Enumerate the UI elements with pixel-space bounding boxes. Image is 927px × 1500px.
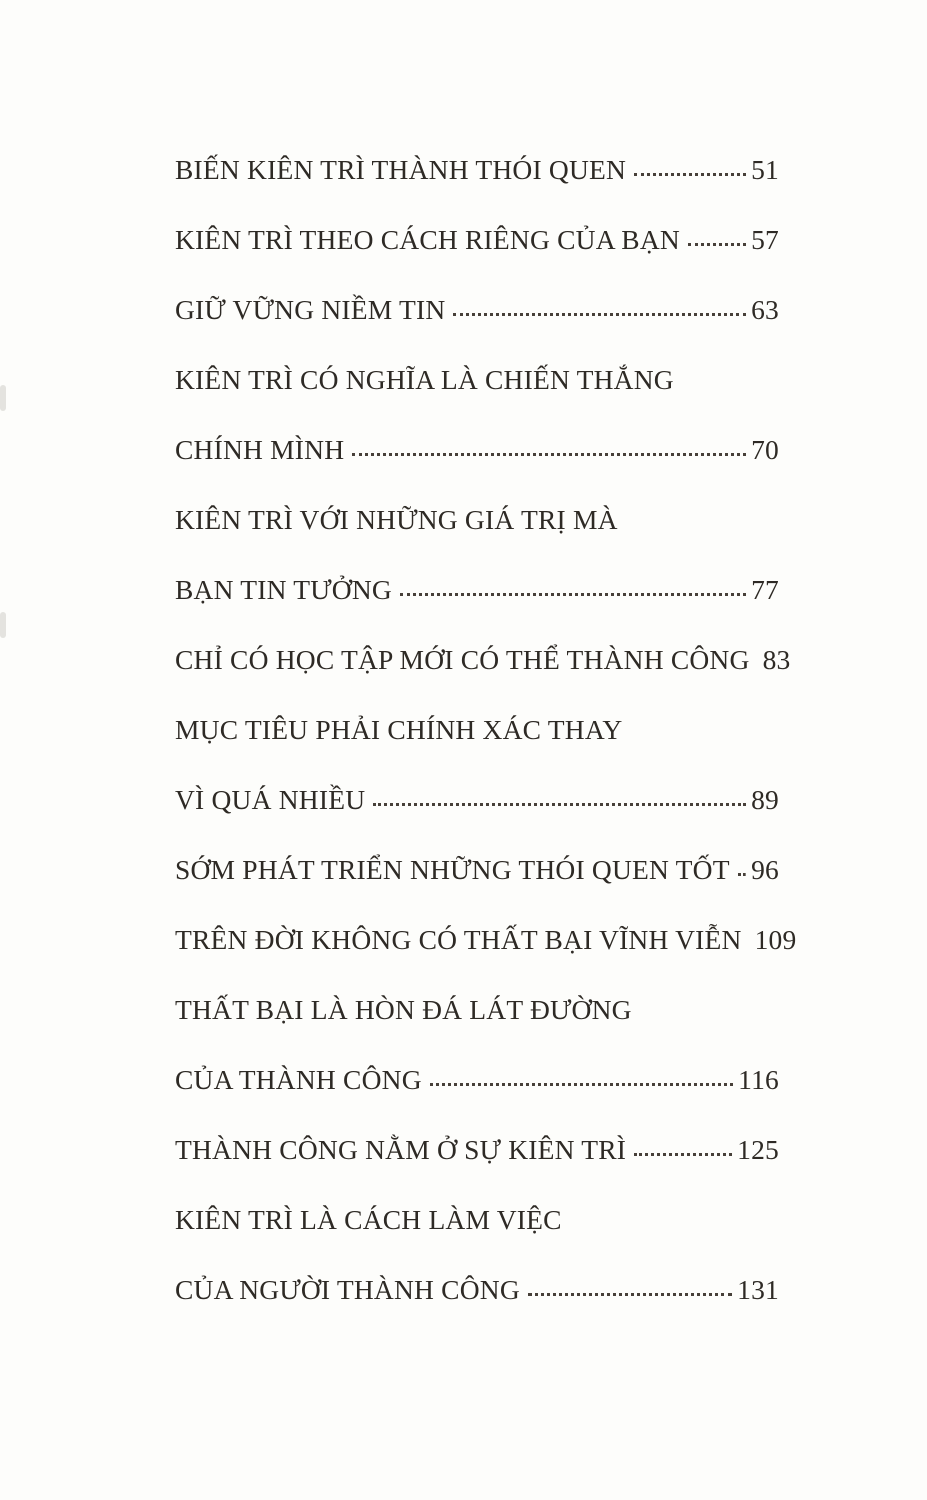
toc-entry-title: TRÊN ĐỜI KHÔNG CÓ THẤT BẠI VĨNH VIỄN <box>175 924 742 955</box>
toc-entry <box>175 275 779 345</box>
toc-entry <box>175 835 779 905</box>
toc-entry-title: KIÊN TRÌ VỚI NHỮNG GIÁ TRỊ MÀ <box>175 504 618 535</box>
toc-entry <box>175 415 779 485</box>
dot-leader <box>373 803 746 806</box>
toc-entry-page-number: 89 <box>751 784 779 815</box>
toc-entry-title: MỤC TIÊU PHẢI CHÍNH XÁC THAY <box>175 714 623 745</box>
toc-entry-title: BIẾN KIÊN TRÌ THÀNH THÓI QUEN <box>175 154 627 185</box>
toc-entry-title: KIÊN TRÌ LÀ CÁCH LÀM VIỆC <box>175 1204 562 1235</box>
toc-entry <box>175 1045 779 1115</box>
toc-entry <box>175 135 779 205</box>
toc-entry <box>175 625 791 695</box>
toc-entry-page-number: 51 <box>751 154 779 185</box>
toc-entry-title: VÌ QUÁ NHIỀU <box>175 784 366 815</box>
toc-entry-title: BẠN TIN TƯỞNG <box>175 574 392 605</box>
toc-entry-page-number: 131 <box>737 1274 779 1305</box>
toc-entry-page-number: 116 <box>738 1064 779 1095</box>
dot-leader <box>528 1293 732 1296</box>
toc-entry <box>175 695 779 765</box>
toc-entry-page-number: 63 <box>751 294 779 325</box>
toc-entry-title: CỦA NGƯỜI THÀNH CÔNG <box>175 1274 520 1305</box>
toc-entry-page-number: 96 <box>751 854 779 885</box>
scan-smudge <box>0 385 6 411</box>
toc-entry-title: CỦA THÀNH CÔNG <box>175 1064 422 1095</box>
toc-entry-page-number: 83 <box>762 644 791 675</box>
toc-entry-title: GIỮ VỮNG NIỀM TIN <box>175 294 446 325</box>
dot-leader <box>453 313 746 316</box>
toc-entry-page-number: 70 <box>751 434 779 465</box>
toc-entry <box>175 485 779 555</box>
dot-leader <box>634 173 746 176</box>
dot-leader <box>352 453 746 456</box>
toc-entry <box>175 765 779 835</box>
toc-entry-page-number: 125 <box>737 1134 779 1165</box>
toc-entry <box>175 1115 779 1185</box>
toc-entry-page-number: 57 <box>751 224 779 255</box>
table-of-contents <box>175 135 797 1325</box>
toc-entry-title: CHỈ CÓ HỌC TẬP MỚI CÓ THỂ THÀNH CÔNG <box>175 644 750 675</box>
toc-entry-title: KIÊN TRÌ THEO CÁCH RIÊNG CỦA BẠN <box>175 224 680 255</box>
toc-entry <box>175 1255 779 1325</box>
toc-entry <box>175 905 797 975</box>
scan-smudge <box>0 612 6 638</box>
toc-entry-page-number: 77 <box>751 574 779 605</box>
dot-leader <box>688 243 746 246</box>
dot-leader <box>400 593 746 596</box>
toc-entry-title: SỚM PHÁT TRIỂN NHỮNG THÓI QUEN TỐT <box>175 854 730 885</box>
toc-entry <box>175 1185 779 1255</box>
toc-entry-title: THÀNH CÔNG NẰM Ở SỰ KIÊN TRÌ <box>175 1134 627 1165</box>
toc-entry <box>175 205 779 275</box>
toc-entry-page-number: 109 <box>754 924 797 955</box>
toc-entry-title: THẤT BẠI LÀ HÒN ĐÁ LÁT ĐƯỜNG <box>175 994 632 1025</box>
dot-leader <box>634 1153 732 1156</box>
toc-entry-title: CHÍNH MÌNH <box>175 434 345 465</box>
toc-entry <box>175 555 779 625</box>
dot-leader <box>430 1083 733 1086</box>
toc-entry-title: KIÊN TRÌ CÓ NGHĨA LÀ CHIẾN THẮNG <box>175 364 674 395</box>
toc-entry <box>175 975 779 1045</box>
dot-leader <box>738 873 746 876</box>
toc-entry <box>175 345 779 415</box>
